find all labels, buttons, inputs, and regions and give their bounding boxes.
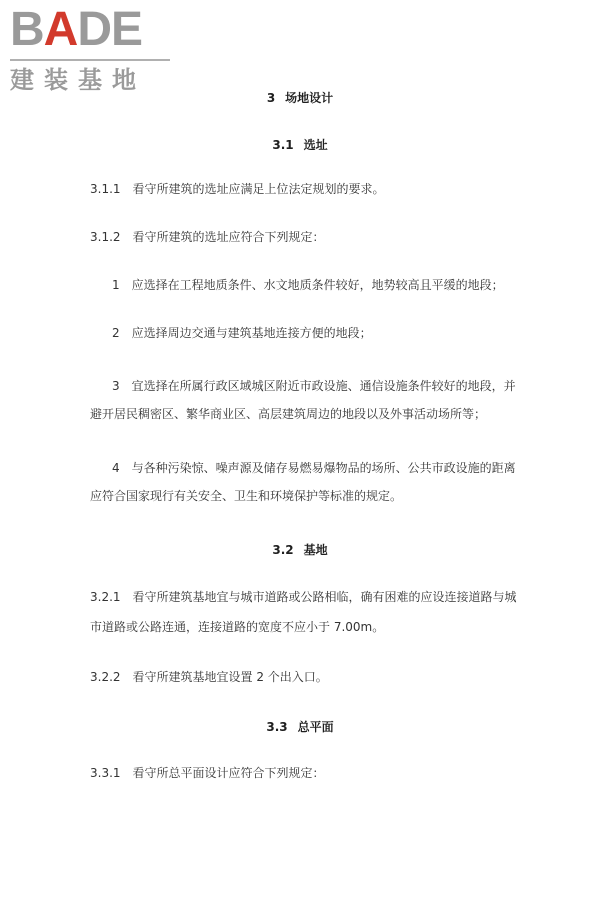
item-number: 3 — [112, 379, 120, 393]
clause-number: 3.1.1 — [90, 182, 121, 196]
section-number: 3.2 — [272, 543, 294, 557]
clause-text: 看守所建筑基地宜与城市道路或公路相临，确有困难的应设连接道路与城市道路或公路连通，连接道路的宽度不应小于 7.00m。 — [90, 590, 517, 634]
section-title: 总平面 — [297, 720, 334, 734]
logo-letters-de: DE — [77, 3, 143, 56]
section-heading-3-3 — [0, 718, 600, 735]
logo-chinese-name: 建装基地 — [10, 66, 146, 94]
section-heading-3-2 — [0, 541, 600, 558]
clause-3-2-2 — [90, 666, 520, 688]
clause-number: 3.2.1 — [90, 590, 121, 604]
clause-text: 看守所建筑的选址应符合下列规定： — [132, 230, 325, 244]
clause-number: 3.3.1 — [90, 766, 121, 780]
section-number: 3.1 — [272, 138, 294, 152]
list-item-2 — [112, 322, 520, 344]
item-number: 2 — [112, 326, 120, 340]
clause-3-1-2 — [90, 226, 520, 248]
clause-3-2-1 — [90, 582, 520, 642]
chapter-heading — [0, 89, 600, 106]
item-number: 4 — [112, 461, 120, 475]
item-text: 宜选择在所属行政区域城区附近市政设施、通信设施条件较好的地段，并避开居民稠密区、繁华商业区、高层建筑周边的地段以及外事活动场所等； — [90, 379, 516, 421]
logo-underline — [10, 59, 170, 61]
item-text: 应选择周边交通与建筑基地连接方便的地段； — [131, 326, 372, 340]
clause-text: 看守所总平面设计应符合下列规定： — [132, 766, 325, 780]
section-title: 基地 — [303, 543, 328, 557]
clause-3-3-1 — [90, 762, 520, 784]
list-item-1 — [112, 274, 520, 296]
chapter-number: 3 — [266, 91, 276, 105]
section-number: 3.3 — [266, 720, 288, 734]
list-item-3 — [90, 372, 520, 428]
section-title: 选址 — [303, 138, 328, 152]
logo-wordmark — [10, 4, 142, 56]
bade-logo — [10, 4, 180, 96]
clause-3-1-1 — [90, 178, 520, 200]
chapter-title: 场地设计 — [285, 91, 334, 105]
logo-letter-a: A — [43, 3, 78, 56]
item-text: 应选择在工程地质条件、水文地质条件较好，地势较高且平缓的地段； — [131, 278, 504, 292]
section-heading-3-1 — [0, 136, 600, 153]
clause-text: 看守所建筑的选址应满足上位法定规划的要求。 — [132, 182, 385, 196]
clause-text: 看守所建筑基地宜设置 2 个出入口。 — [132, 670, 328, 684]
item-text: 与各种污染惊、噪声源及储存易燃易爆物品的场所、公共市政设施的距离应符合国家现行有关安全、卫生和环境保护等标准的规定。 — [90, 461, 516, 503]
clause-number: 3.1.2 — [90, 230, 121, 244]
item-number: 1 — [112, 278, 120, 292]
logo-letter-b: B — [10, 3, 44, 56]
list-item-4 — [90, 454, 520, 510]
clause-number: 3.2.2 — [90, 670, 121, 684]
